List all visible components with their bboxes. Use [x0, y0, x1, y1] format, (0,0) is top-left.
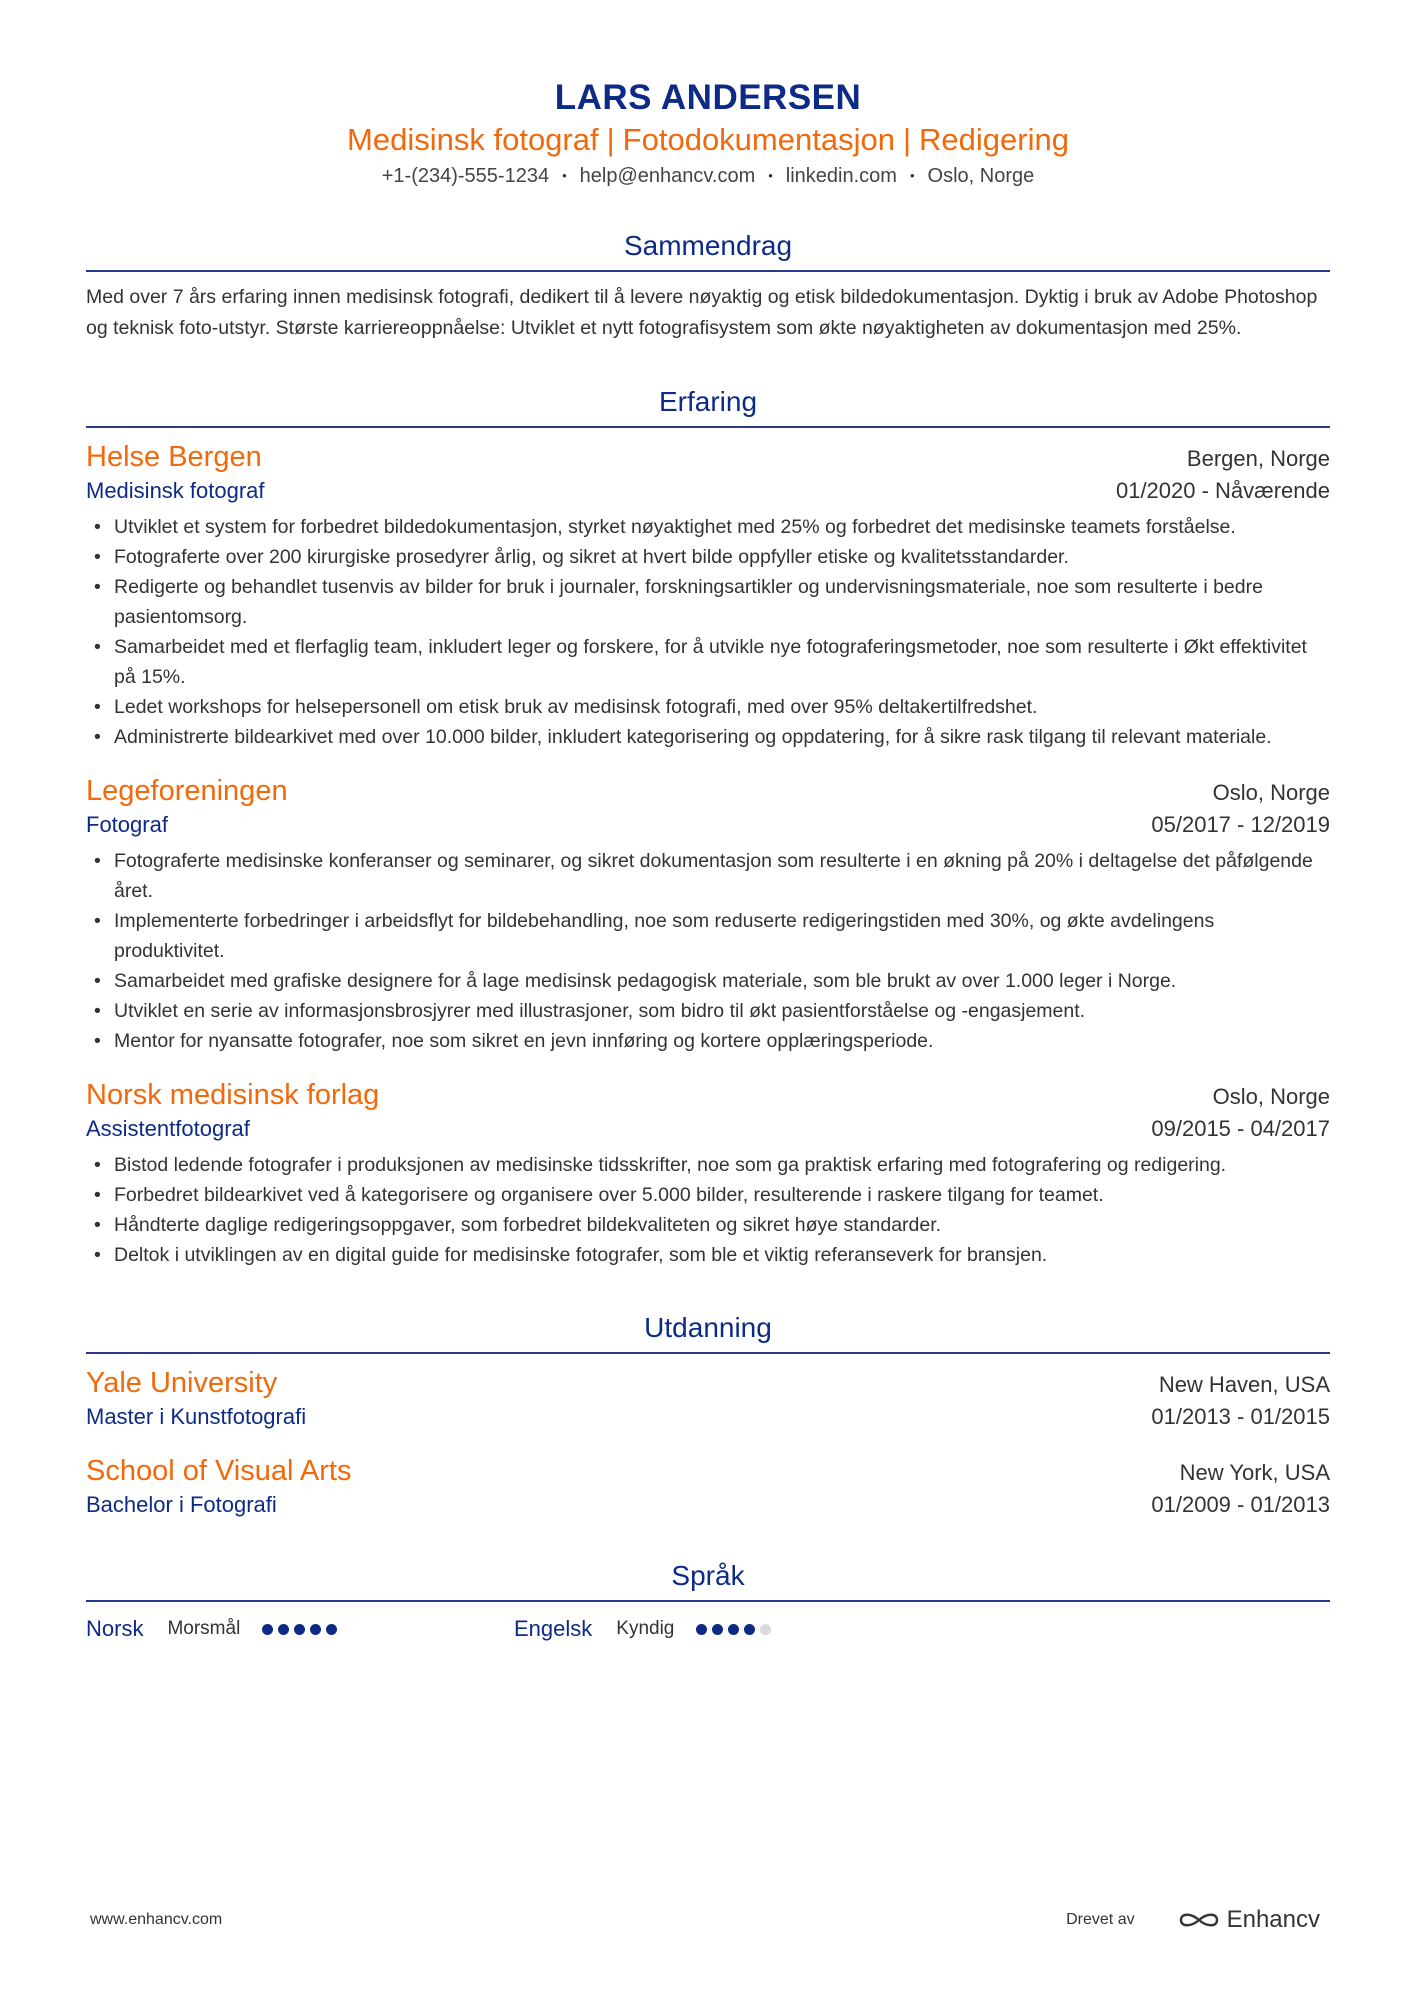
candidate-name: LARS ANDERSEN — [554, 78, 862, 117]
brand-logo[interactable] — [1179, 1906, 1320, 1934]
experience-entry — [86, 772, 1330, 1056]
education-dates: 01/2013 - 01/2015 — [1151, 1404, 1330, 1429]
headline-separator: | — [902, 122, 912, 157]
experience-entry — [86, 438, 1330, 752]
company-location: Oslo, Norge — [1212, 1084, 1330, 1109]
bullet-item: • Redigerte og behandlet tusenvis av bilder for bruk i journaler, forskningsartikler og undervisningsmateriale, noe som resulterte i bedre pasientomsorg. — [86, 572, 1330, 632]
degree: Bachelor i Fotografi — [86, 1492, 277, 1517]
proficiency-dots — [262, 1624, 337, 1635]
bullet-item: • Håndterte daglige redigeringsoppgaver, som forbedret bildekvaliteten og sikret høye standarder. — [86, 1210, 1330, 1240]
enhancv-logo-icon — [1179, 1909, 1219, 1931]
contact-line — [86, 162, 1330, 190]
contact-separator: • — [768, 168, 773, 183]
proficiency-dot-filled — [262, 1624, 273, 1635]
languages-list — [86, 1614, 1330, 1644]
entry-header — [86, 1364, 1330, 1402]
language-name: Engelsk — [514, 1616, 593, 1641]
headline-item: Redigering — [919, 122, 1069, 157]
entry-subheader — [86, 1402, 1330, 1432]
linkedin-link[interactable]: linkedin.com — [785, 165, 897, 187]
entry-header — [86, 438, 1330, 476]
entry-subheader — [86, 810, 1330, 840]
brand-name: Enhancv — [1226, 1906, 1320, 1933]
bullet-list — [86, 1150, 1330, 1270]
proficiency-dot-filled — [326, 1624, 337, 1635]
company-location: Oslo, Norge — [1212, 780, 1330, 805]
job-dates: 01/2020 - Nåværende — [1115, 478, 1330, 503]
company-name: Norsk medisinsk forlag — [86, 1079, 380, 1111]
proficiency-dot-filled — [728, 1624, 739, 1635]
language-item — [86, 1616, 514, 1642]
entry-header — [86, 1452, 1330, 1490]
proficiency-dot-filled — [278, 1624, 289, 1635]
section-divider — [86, 1600, 1330, 1602]
resume-header — [86, 0, 1330, 190]
bullet-list — [86, 512, 1330, 752]
school-name: School of Visual Arts — [86, 1455, 352, 1487]
language-name: Norsk — [86, 1616, 144, 1641]
section-divider — [86, 270, 1330, 272]
proficiency-dots — [696, 1624, 771, 1635]
proficiency-dot-filled — [294, 1624, 305, 1635]
headline-separator: | — [606, 122, 615, 157]
resume-page — [86, 0, 1330, 1644]
bullet-item: • Bistod ledende fotografer i produksjonen av medisinske tidsskrifter, noe som ga praktisk erfaring med fotografering og redigering. — [86, 1150, 1330, 1180]
powered-by-label: Drevet av — [1066, 1911, 1135, 1928]
experience-section — [86, 384, 1330, 1270]
language-level: Morsmål — [167, 1618, 241, 1639]
headline-item: Medisinsk fotograf — [347, 122, 599, 157]
school-location: New York, USA — [1179, 1460, 1330, 1485]
contact-separator: • — [562, 168, 567, 183]
job-title: Fotograf — [86, 812, 168, 837]
school-location: New Haven, USA — [1158, 1372, 1330, 1397]
bullet-item: • Fotograferte over 200 kirurgiske prosedyrer årlig, og sikret at hvert bilde oppfyller etiske og kvalitetsstandarder. — [86, 542, 1330, 572]
education-dates: 01/2009 - 01/2013 — [1151, 1492, 1330, 1517]
bullet-item: • Ledet workshops for helsepersonell om etisk bruk av medisinsk fotografi, med over 95% deltakertilfredshet. — [86, 692, 1330, 722]
entry-subheader — [86, 1114, 1330, 1144]
bullet-item: • Forbedret bildearkivet ved å kategorisere og organisere over 5.000 bilder, resulterende i raskere tilgang for teamet. — [86, 1180, 1330, 1210]
company-name: Helse Bergen — [86, 441, 262, 473]
bullet-item: • Deltok i utviklingen av en digital guide for medisinske fotografer, som ble et viktig referanseverk for bransjen. — [86, 1240, 1330, 1270]
headline-item: Fotodokumentasjon — [622, 122, 895, 157]
summary-section — [86, 228, 1330, 344]
page-footer — [90, 1900, 1320, 1940]
entry-subheader — [86, 1490, 1330, 1520]
company-name: Legeforeningen — [86, 775, 288, 807]
experience-entry — [86, 1076, 1330, 1270]
education-section — [86, 1310, 1330, 1520]
phone: +1-(234)-555-1234 — [381, 165, 550, 187]
footer-brand — [1066, 1906, 1320, 1934]
bullet-item: • Samarbeidet med et flerfaglig team, inkludert leger og forskere, for å utvikle nye fotograferingsmetoder, noe som resulterte i Økt effektivitet på 15%. — [86, 632, 1330, 692]
job-dates: 09/2015 - 04/2017 — [1151, 1116, 1330, 1141]
headline — [86, 120, 1330, 160]
proficiency-dot-filled — [744, 1624, 755, 1635]
section-title: Språk — [671, 1560, 745, 1591]
job-dates: 05/2017 - 12/2019 — [1151, 812, 1330, 837]
bullet-item: • Fotograferte medisinske konferanser og seminarer, og sikret dokumentasjon som resulterte i en økning på 20% i deltagelse det påfølgende året. — [86, 846, 1330, 906]
languages-section — [86, 1558, 1330, 1644]
email-link[interactable]: help@enhancv.com — [579, 165, 756, 187]
location: Oslo, Norge — [927, 165, 1035, 187]
contact-separator: • — [909, 168, 915, 183]
entry-header — [86, 1076, 1330, 1114]
company-location: Bergen, Norge — [1186, 446, 1330, 471]
section-divider — [86, 1352, 1330, 1354]
language-level: Kyndig — [616, 1618, 675, 1639]
bullet-item: • Administrerte bildearkivet med over 10.000 bilder, inkludert kategorisering og oppdatering, for å sikre rask tilgang til relevant materiale. — [86, 722, 1330, 752]
bullet-item: • Implementerte forbedringer i arbeidsflyt for bildebehandling, noe som reduserte redigeringstiden med 30%, og økte avdelingens produktivitet. — [86, 906, 1330, 966]
job-title: Medisinsk fotograf — [86, 478, 265, 503]
education-entry — [86, 1452, 1330, 1520]
language-item — [514, 1616, 771, 1642]
summary-text: Med over 7 års erfaring innen medisinsk fotografi, dedikert til å levere nøyaktig og etisk bildedokumentasjon. Dyktig i bruk av Adobe Photoshop og teknisk foto-utstyr. Største karriereoppnåelse: Utviklet et nytt fotografisystem som økte nøyaktigheten av dokumentasjon med 25%. — [86, 286, 1318, 339]
proficiency-dot-filled — [696, 1624, 707, 1635]
proficiency-dot-filled — [712, 1624, 723, 1635]
section-divider — [86, 426, 1330, 428]
job-title: Assistentfotograf — [86, 1116, 250, 1141]
entry-header — [86, 772, 1330, 810]
entry-subheader — [86, 476, 1330, 506]
section-title: Erfaring — [658, 386, 758, 417]
proficiency-dot-filled — [310, 1624, 321, 1635]
school-name: Yale University — [86, 1367, 278, 1399]
degree: Master i Kunstfotografi — [86, 1404, 307, 1429]
section-title: Utdanning — [644, 1312, 772, 1343]
bullet-list — [86, 846, 1330, 1056]
bullet-item: • Mentor for nyansatte fotografer, noe som sikret en jevn innføring og kortere opplæringsperiode. — [86, 1026, 1330, 1056]
education-entry — [86, 1364, 1330, 1432]
proficiency-dot-empty — [760, 1624, 771, 1635]
bullet-item: • Utviklet et system for forbedret bildedokumentasjon, styrket nøyaktighet med 25% og forbedret det medisinske teamets forståelse. — [86, 512, 1330, 542]
bullet-item: • Samarbeidet med grafiske designere for å lage medisinsk pedagogisk materiale, som ble brukt av over 1.000 leger i Norge. — [86, 966, 1330, 996]
bullet-item: • Utviklet en serie av informasjonsbrosjyrer med illustrasjoner, som bidro til økt pasientforståelse og -engasjement. — [86, 996, 1330, 1026]
footer-url[interactable]: www.enhancv.com — [90, 1911, 223, 1928]
section-title: Sammendrag — [623, 230, 793, 261]
